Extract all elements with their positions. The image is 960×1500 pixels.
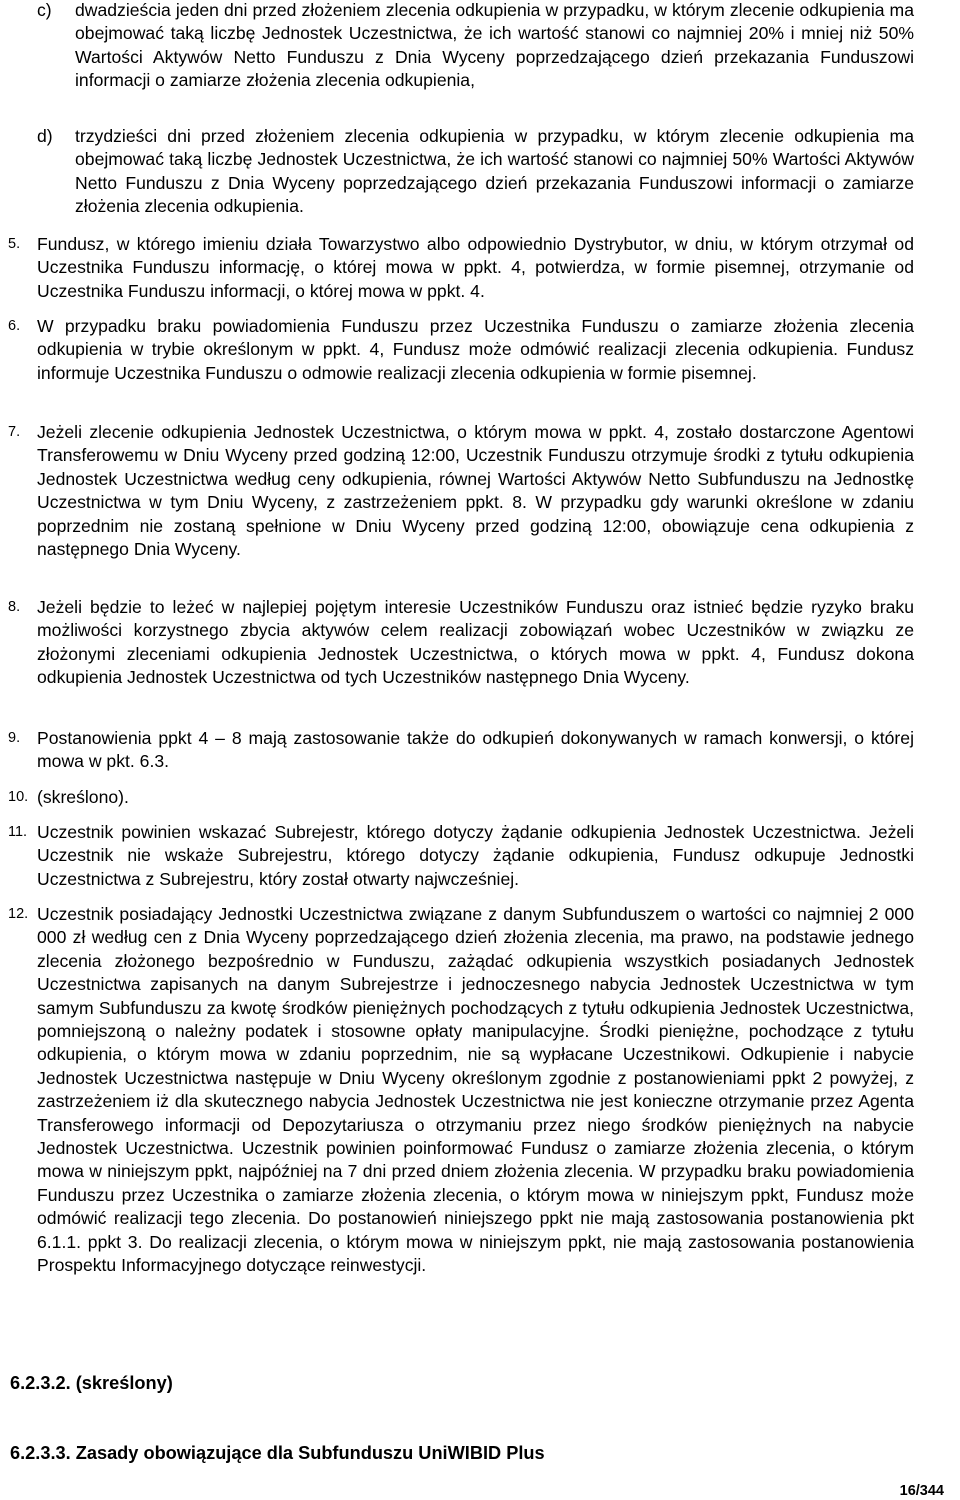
item-number: 9. [8,730,21,746]
item-text: (skreślono). [37,787,129,807]
item-number: 12. [8,906,29,922]
sub-item-text: trzydzieści dni przed złożeniem zlecenia odkupienia w przypadku, w którym zlecenie odkupienia ma obejmować taką liczbę Jednostek Uczestnictwa, że ich wartość stanowi co najmniej 50% Wartości Aktywów Netto Funduszu z Dnia Wyceny poprzedzającego dzień przekazania Funduszowi informacji o zamiarze złożenia zlecenia odkupienia. [75,126,914,217]
item-9 [0,727,914,774]
item-text: Uczestnik posiadający Jednostki Uczestnictwa związane z danym Subfunduszem o wartości co najmniej 2 000 000 zł według cen z Dnia Wyceny poprzedzającego dzień złożenia zlecenia, ma prawo, na podstawie jednego zlecenia złożonego bezpośrednio w Funduszu, zażądać odkupienia wszystkich posiadanych Jednostek Uczestnictwa zapisanych na danym Subrejestrze i jednoczesnego nabycia Jednostek Uczestnictwa w tym samym Subfunduszu za kwotę środków pieniężnych pochodzących z tytułu odkupienia Jednostek Uczestnictwa, pomniejszoną o należny podatek i stosowne opłaty manipulacyjne. Środki pieniężne, pochodzące z tytułu odkupienia, o którym mowa w zdaniu poprzednim, nie są wypłacane Uczestnikowi. Odkupienie i nabycie Jednostek Uczestnictwa następuje w Dniu Wyceny określonym zgodnie z postanowieniami ppkt 2 powyżej, z zastrzeżeniem iż dla skutecznego nabycia Jednostek Uczestnictwa nie jest konieczne otrzymanie przez Agenta Transferowego informacji od Depozytariusza o otrzymaniu przez niego środków pieniężnych na nabycie Jednostek Uczestnictwa. Uczestnik powinien poinformować Fundusz o zamiarze złożenia zlecenia, o którym mowa w niniejszym ppkt, najpóźniej na 7 dni przed dniem złożenia zlecenia. W przypadku braku powiadomienia Funduszu przez Uczestnika o zamiarze złożenia zlecenia, o którym mowa w niniejszym ppkt, Fundusz może odmówić realizacji tego zlecenia. Do postanowień niniejszego ppkt nie mają zastosowania postanowienia pkt 6.1.1. ppkt 3. Do realizacji zlecenia, o którym mowa w niniejszym ppkt, nie mają zastosowania postanowienia Prospektu Informacyjnego dotyczące reinwestycji. [37,904,914,1276]
sub-item-label: d) [37,126,53,146]
sub-item-d [37,125,914,219]
section-heading: 6.2.3.2. (skreślony) [10,1373,173,1393]
section-heading: 6.2.3.3. Zasady obowiązujące dla Subfunduszu UniWIBID Plus [10,1443,545,1463]
item-text: Jeżeli zlecenie odkupienia Jednostek Uczestnictwa, o którym mowa w ppkt. 4, zostało dostarczone Agentowi Transferowemu w Dniu Wyceny przed godziną 12:00, Uczestnik Funduszu otrzymuje środki z tytułu odkupienia Jednostek Uczestnictwa według ceny odkupienia, równej Wartości Aktywów Netto Subfunduszu na Jednostkę Uczestnictwa w tym Dniu Wyceny, z zastrzeżeniem ppkt. 8. W przypadku gdy warunki określone w zdaniu poprzednim nie zostaną spełnione w Dniu Wyceny przed godziną 12:00, obowiązuje cena odkupienia z następnego Dnia Wyceny. [37,422,914,560]
sub-item-text: dwadzieścia jeden dni przed złożeniem zlecenia odkupienia w przypadku, w którym zlecenie odkupienia ma obejmować taką liczbę Jednostek Uczestnictwa, że ich wartość stanowi co najmniej 20% i mniej niż 50% Wartości Aktywów Netto Funduszu z Dnia Wyceny poprzedzającego dzień przekazania Funduszowi informacji o zamiarze złożenia zlecenia odkupienia, [75,0,914,91]
item-number: 11. [8,824,28,840]
item-text: Fundusz, w którego imieniu działa Towarzystwo albo odpowiednio Dystrybutor, w dniu, w którym otrzymał od Uczestnika Funduszu informację, o której mowa w ppkt. 4, potwierdza, w formie pisemnej, otrzymanie od Uczestnika Funduszu informacji, o której mowa w ppkt. 4. [37,234,914,301]
item-number: 6. [8,318,21,334]
item-text: Postanowienia ppkt 4 – 8 mają zastosowanie także do odkupień dokonywanych w ramach konwersji, o której mowa w pkt. 6.3. [37,728,914,772]
item-text: Jeżeli będzie to leżeć w najlepiej pojętym interesie Uczestników Funduszu oraz istnieć będzie ryzyko braku możliwości korzystnego zbycia aktywów celem realizacji zobowiązań wobec Uczestników w związku ze złożonymi zleceniami odkupienia Jednostek Uczestnictwa, o których mowa w ppkt. 4, Fundusz dokona odkupienia Jednostek Uczestnictwa od tych Uczestników następnego Dnia Wyceny. [37,597,914,688]
item-11 [0,821,914,891]
item-text: Uczestnik powinien wskazać Subrejestr, którego dotyczy żądanie odkupienia Jednostek Uczestnictwa. Jeżeli Uczestnik nie wskaże Subrejestru, którego dotyczy żądanie odkupienia, Fundusz odkupuje Jednostki Uczestnictwa z Subrejestru, który został otwarty najwcześniej. [37,822,914,889]
item-10 [0,786,914,809]
item-7 [0,421,914,561]
item-8 [0,596,914,690]
item-number: 10. [8,789,29,805]
sub-item-label: c) [37,0,52,20]
item-text: W przypadku braku powiadomienia Funduszu przez Uczestnika Funduszu o zamiarze złożenia zlecenia odkupienia w trybie określonym w ppkt. 4, Fundusz może odmówić realizacji zlecenia odkupienia. Fundusz informuje Uczestnika Funduszu o odmowie realizacji zlecenia odkupienia w formie pisemnej. [37,316,914,383]
item-6 [0,315,914,385]
item-12 [0,903,914,1278]
item-number: 8. [8,599,21,615]
item-5 [0,233,914,303]
page-number: 16/344 [899,1483,944,1499]
sub-item-c [37,0,914,93]
item-number: 7. [8,424,21,440]
item-number: 5. [8,236,21,252]
